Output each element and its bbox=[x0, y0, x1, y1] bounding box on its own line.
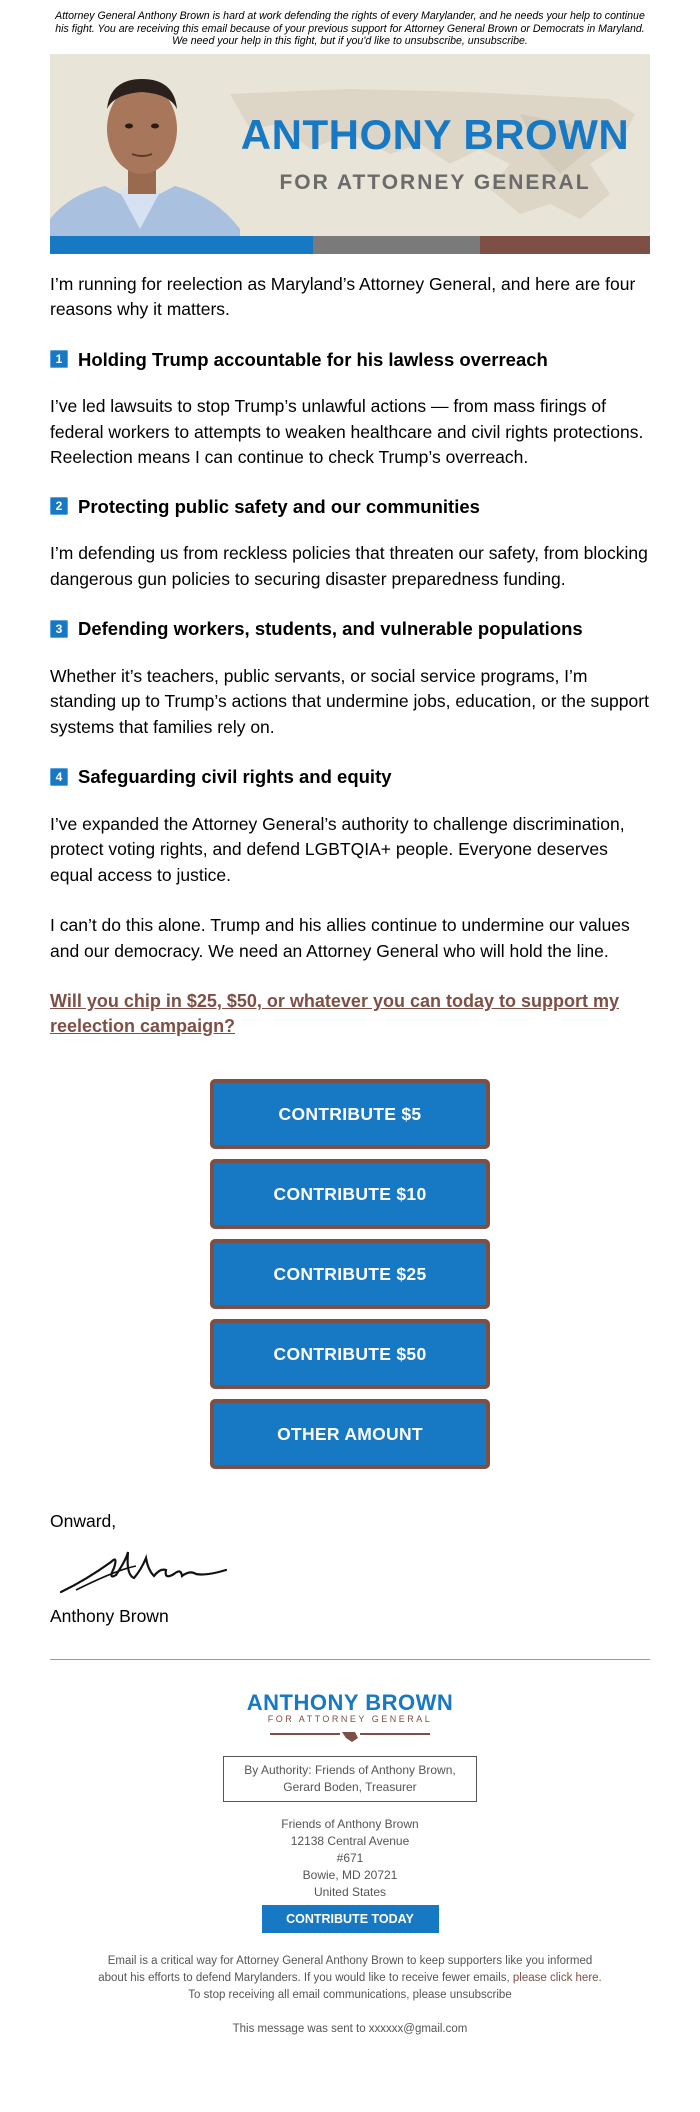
reason-heading-text: Holding Trump accountable for his lawless overreach bbox=[78, 348, 548, 370]
banner-stripe-brown bbox=[480, 236, 650, 254]
address-line: Friends of Anthony Brown bbox=[281, 1817, 419, 1831]
closing-paragraph: I can’t do this alone. Trump and his allies continue to undermine our values and our democracy. We need an Attorney General who will hold the line. bbox=[50, 915, 630, 961]
reason-heading-text: Safeguarding civil rights and equity bbox=[78, 766, 392, 787]
reason-paragraph-2: I’m defending us from reckless policies that threaten our safety, from blocking dangerous gun policies to securing disaster preparedness funding. bbox=[50, 543, 648, 589]
reason-heading-2 bbox=[50, 494, 650, 520]
reason-heading-1 bbox=[50, 347, 650, 373]
donate-ask-link[interactable]: Will you chip in $25, $50, or whatever you can today to support my reelection campaign? bbox=[50, 991, 619, 1036]
paid-for-by-box bbox=[223, 1756, 476, 1802]
number-2-icon: 2 bbox=[50, 497, 68, 515]
sent-to-line: This message was sent to xxxxxx@gmail.com bbox=[232, 2023, 468, 2035]
note-line: Email is a critical way for Attorney General Anthony Brown to keep supporters like you informed bbox=[107, 1955, 593, 1967]
other-amount-button[interactable]: OTHER AMOUNT bbox=[210, 1399, 490, 1469]
signature-image bbox=[56, 1540, 236, 1600]
footer-divider bbox=[50, 1659, 650, 1660]
banner-stripe-blue bbox=[50, 236, 313, 254]
email-preferences-note bbox=[50, 1953, 650, 2004]
contribution-buttons bbox=[50, 1079, 650, 1479]
contribute-today-button[interactable]: CONTRIBUTE TODAY bbox=[262, 1905, 439, 1933]
signature-name: Anthony Brown bbox=[50, 1606, 169, 1626]
note-line: about his efforts to defend Marylanders. If you would like to receive fewer emails, please click here. bbox=[98, 1972, 602, 1984]
mailing-address bbox=[50, 1816, 650, 1901]
contribute-50-button[interactable]: CONTRIBUTE $50 bbox=[210, 1319, 490, 1389]
number-1-icon: 1 bbox=[50, 350, 68, 368]
address-line: #671 bbox=[336, 1851, 364, 1865]
footer-logo-name: ANTHONY BROWN bbox=[246, 1690, 454, 1715]
intro-paragraph: I’m running for reelection as Maryland’s Attorney General, and here are four reasons why it matters. bbox=[50, 273, 636, 319]
footer bbox=[50, 1690, 650, 2038]
reason-heading-text: Defending workers, students, and vulnerable populations bbox=[78, 618, 583, 639]
address-line: United States bbox=[313, 1885, 387, 1899]
header-banner bbox=[50, 54, 650, 254]
reason-heading-3 bbox=[50, 616, 650, 642]
reason-heading-text: Protecting public safety and our communities bbox=[78, 495, 480, 517]
preheader-text: Attorney General Anthony Brown is hard at work defending the rights of every Marylander, and he needs your help to continue his fight. You are receiving this email because of your previous support for Attorney General Brown or Democrats in Maryland. We need your help in this fight, but if you'd like to unsubscribe, unsubscribe. bbox=[55, 10, 645, 47]
number-4-icon: 4 bbox=[50, 768, 68, 786]
reason-paragraph-1: I’ve led lawsuits to stop Trump’s unlawful actions — from mass firings of federal workers to attempts to weaken healthcare and civil rights protections. Reelection means I can continue to check Trump’s overreach. bbox=[50, 396, 644, 467]
address-line: 12138 Central Avenue bbox=[290, 1834, 410, 1848]
footer-logo-underline bbox=[260, 1730, 440, 1744]
footer-logo-subtitle: FOR ATTORNEY GENERAL bbox=[267, 1714, 433, 1724]
authority-line-2: Gerard Boden, Treasurer bbox=[283, 1780, 417, 1794]
contribute-5-button[interactable]: CONTRIBUTE $5 bbox=[210, 1079, 490, 1149]
reason-heading-4 bbox=[50, 764, 650, 790]
banner-candidate-name: ANTHONY BROWN bbox=[240, 110, 630, 158]
banner-stripe-gray bbox=[313, 236, 480, 254]
reason-paragraph-3: Whether it’s teachers, public servants, or social service programs, I’m standing up to Trump’s actions that undermine jobs, education, or the support systems that families rely on. bbox=[50, 665, 649, 737]
number-3-icon: 3 bbox=[50, 620, 68, 638]
banner-subtitle: FOR ATTORNEY GENERAL bbox=[279, 170, 591, 194]
candidate-portrait bbox=[50, 54, 240, 254]
reason-paragraph-4: I’ve expanded the Attorney General’s authority to challenge discrimination, protect voting rights, and defend LGBTQIA+ people. Everyone deserves equal access to justice. bbox=[50, 813, 625, 885]
fewer-emails-link[interactable]: please click here. bbox=[512, 1972, 602, 1984]
address-line: Bowie, MD 20721 bbox=[302, 1868, 398, 1882]
contribute-25-button[interactable]: CONTRIBUTE $25 bbox=[210, 1239, 490, 1309]
unsubscribe-line[interactable]: To stop receiving all email communications, please unsubscribe bbox=[188, 1989, 512, 2001]
signoff: Onward, bbox=[50, 1511, 117, 1531]
contribute-10-button[interactable]: CONTRIBUTE $10 bbox=[210, 1159, 490, 1229]
authority-line-1: By Authority: Friends of Anthony Brown, bbox=[244, 1763, 456, 1777]
